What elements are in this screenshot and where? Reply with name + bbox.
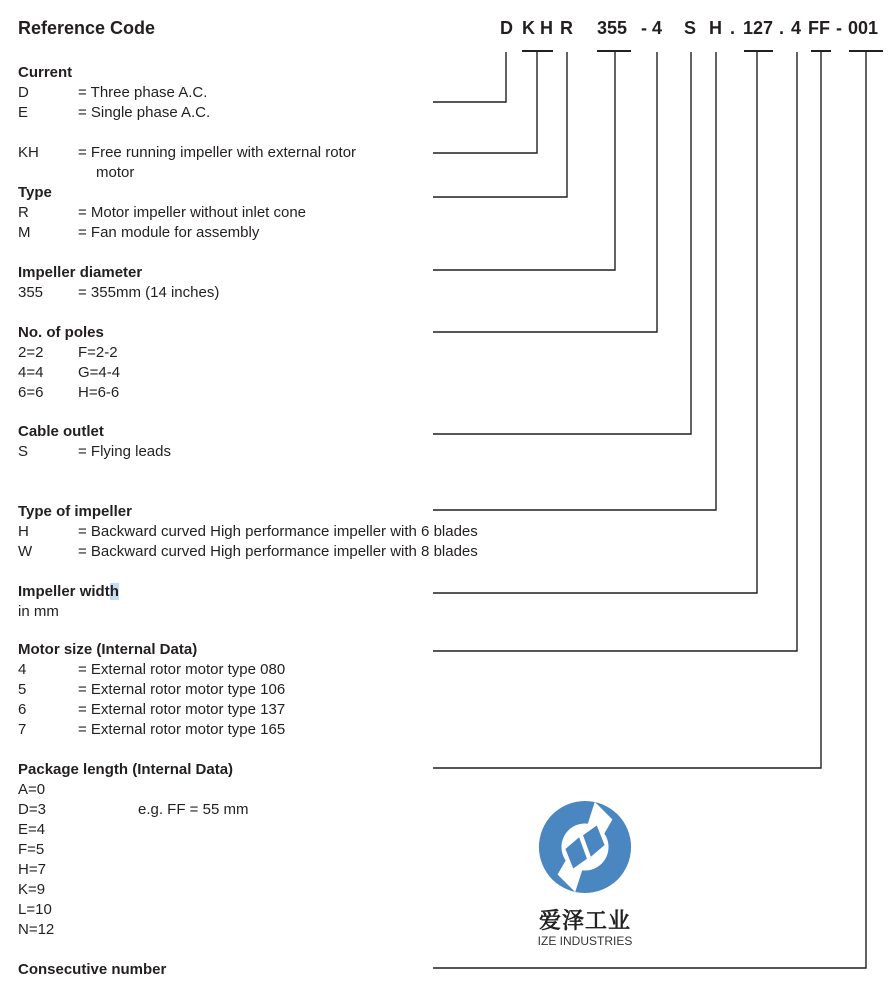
package-row: A=0 <box>18 781 46 798</box>
code-current: D <box>500 18 513 38</box>
heading-motor-size: Motor size (Internal Data) <box>18 641 198 658</box>
connector-diameter <box>433 52 615 270</box>
kh-value-cont: motor <box>96 164 135 181</box>
company-logo <box>536 798 634 948</box>
poles-key-6: 6=6 <box>18 384 44 401</box>
impeller-type-value-w: = Backward curved High performance impeller with 8 blades <box>78 543 478 560</box>
motor-key-7: 7 <box>18 721 27 738</box>
page-title: Reference Code <box>18 18 156 38</box>
current-key-d: D <box>18 84 29 101</box>
connector-type <box>433 52 567 197</box>
heading-consecutive-number: Consecutive number <box>18 961 167 978</box>
diameter-value: = 355mm (14 inches) <box>78 284 220 301</box>
logo-mark-icon <box>536 798 634 896</box>
current-value-d: = Three phase A.C. <box>78 84 208 101</box>
package-row: K=9 <box>18 881 46 898</box>
text-selection-highlight: h <box>109 583 119 600</box>
code-poles: 4 <box>652 18 663 38</box>
motor-key-6: 6 <box>18 701 27 718</box>
motor-key-5: 5 <box>18 681 27 698</box>
connector-width <box>433 52 757 593</box>
poles-value-h: H=6-6 <box>78 384 120 401</box>
logo-english-text: IZE INDUSTRIES <box>537 934 633 948</box>
package-row: F=5 <box>18 841 45 858</box>
heading-impeller-diameter: Impeller diameter <box>18 264 143 281</box>
heading-current: Current <box>18 64 73 81</box>
motor-value-7: = External rotor motor type 165 <box>78 721 286 738</box>
impeller-type-key-h: H <box>18 523 29 540</box>
code-consecutive: 001 <box>848 18 879 38</box>
motor-key-4: 4 <box>18 661 27 678</box>
code-h: H <box>540 18 553 38</box>
package-example: e.g. FF = 55 mm <box>138 801 249 818</box>
code-dot-1: . <box>730 18 736 38</box>
logo-chinese-text: 爱泽工业 <box>538 909 631 934</box>
motor-value-5: = External rotor motor type 106 <box>78 681 286 698</box>
code-cable: S <box>684 18 697 38</box>
package-row: H=7 <box>18 861 46 878</box>
impeller-type-value-h: = Backward curved High performance impeller with 6 blades <box>78 523 478 540</box>
package-row: D=3 <box>18 801 46 818</box>
code-dot-2: . <box>779 18 785 38</box>
poles-value-f: F=2-2 <box>78 344 118 361</box>
heading-impeller-width-main: Impeller widt <box>18 583 110 600</box>
cable-value-s: = Flying leads <box>78 443 171 460</box>
kh-value: = Free running impeller with external rotor <box>78 144 357 161</box>
code-dash-1: - <box>641 18 647 38</box>
poles-key-2: 2=2 <box>18 344 44 361</box>
connector-current <box>433 52 506 102</box>
heading-poles: No. of poles <box>18 324 104 341</box>
type-key-r: R <box>18 204 29 221</box>
code-package: FF <box>808 18 830 38</box>
motor-value-6: = External rotor motor type 137 <box>78 701 286 718</box>
code-k: K <box>522 18 535 38</box>
poles-value-g: G=4-4 <box>78 364 121 381</box>
code-motor-size: 4 <box>791 18 802 38</box>
code-impeller-type: H <box>709 18 722 38</box>
code-type: R <box>560 18 573 38</box>
code-dash-2: - <box>836 18 842 38</box>
connector-package <box>433 52 821 768</box>
heading-cable-outlet: Cable outlet <box>18 423 104 440</box>
package-row: N=12 <box>18 921 55 938</box>
heading-impeller-width <box>18 582 119 602</box>
type-key-m: M <box>18 224 31 241</box>
code-width: 127 <box>743 18 774 38</box>
type-value-m: = Fan module for assembly <box>78 224 260 241</box>
package-row: E=4 <box>18 821 46 838</box>
type-value-r: = Motor impeller without inlet cone <box>78 204 307 221</box>
package-row: L=10 <box>18 901 52 918</box>
heading-package-length: Package length (Internal Data) <box>18 761 234 778</box>
heading-type: Type <box>18 184 52 201</box>
code-diameter: 355 <box>597 18 628 38</box>
poles-key-4: 4=4 <box>18 364 44 381</box>
kh-key: KH <box>18 144 39 161</box>
connector-cable <box>433 52 691 434</box>
current-key-e: E <box>18 104 29 121</box>
current-value-e: = Single phase A.C. <box>78 104 211 121</box>
impeller-width-note: in mm <box>18 603 59 620</box>
motor-value-4: = External rotor motor type 080 <box>78 661 286 678</box>
cable-key-s: S <box>18 443 29 460</box>
diameter-key: 355 <box>18 284 44 301</box>
connector-poles <box>433 52 657 332</box>
heading-impeller-type: Type of impeller <box>18 503 132 520</box>
impeller-type-key-w: W <box>18 543 33 560</box>
connector-impeller-type <box>433 52 716 510</box>
